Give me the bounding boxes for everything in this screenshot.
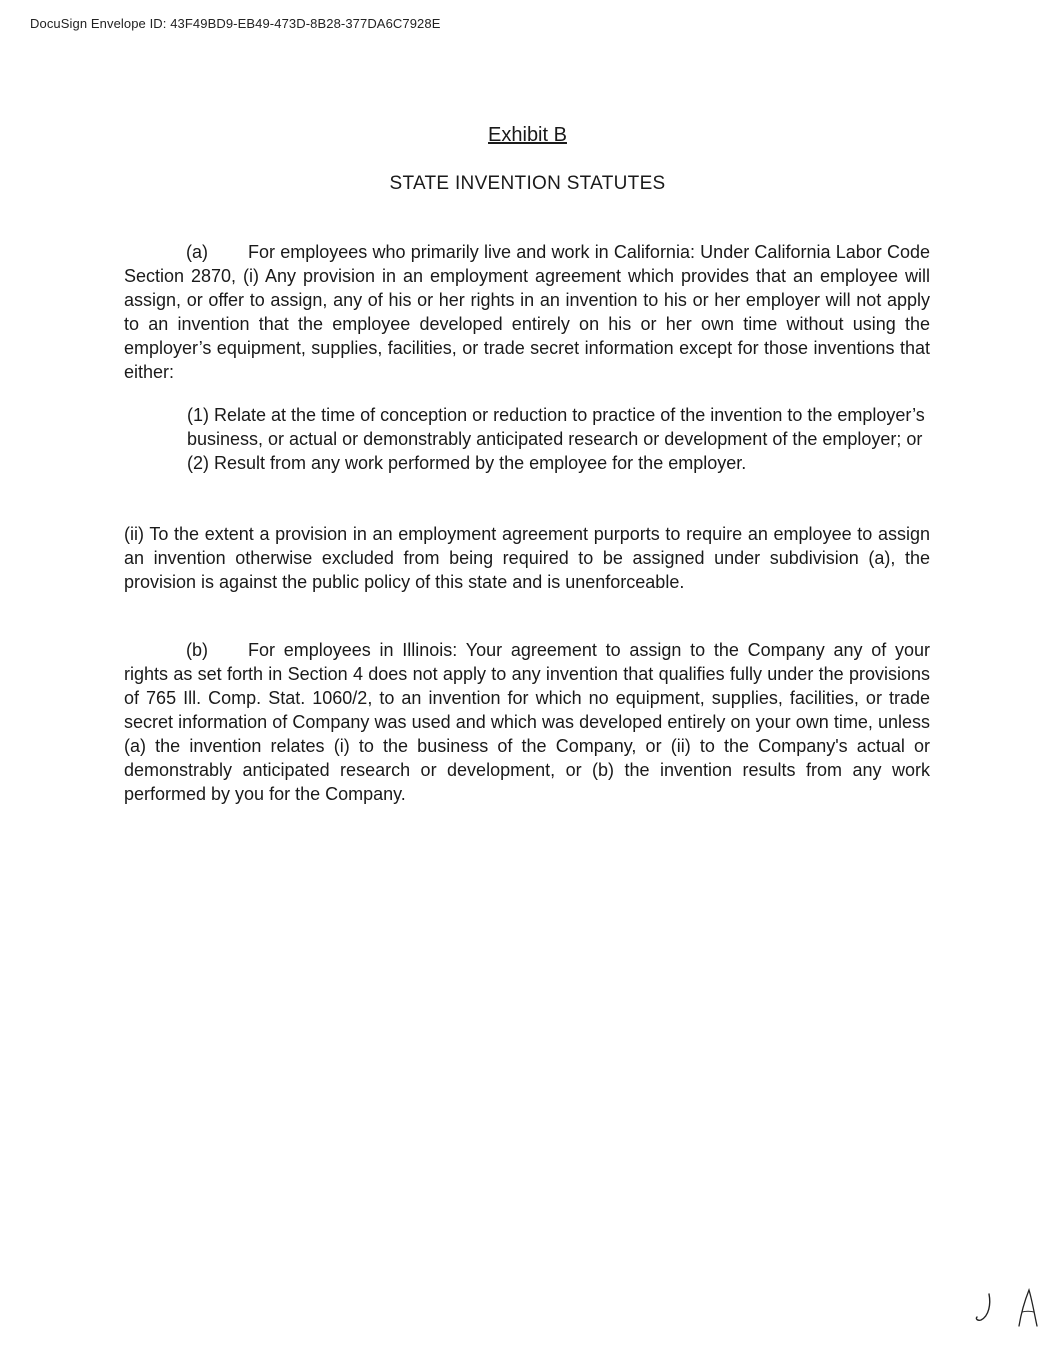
handwritten-initials [975,1286,1045,1332]
section-a-list [187,403,927,475]
page-title: Exhibit B [488,124,567,146]
section-b-label: (b) [186,640,208,660]
docusign-envelope-id: DocuSign Envelope ID: 43F49BD9-EB49-473D-8B28-377DA6C7928E [30,16,441,31]
section-b-text: For employees in Illinois: Your agreement to assign to the Company any of your rights as set forth in Section 4 does not apply to any invention that qualifies fully under the provisions of 765 Ill. Comp. Stat. 1060/2, to an invention for which no equipment, supplies, facilities, or trade secret information of Company was used and which was developed entirely on your own time, unless (a) the invention relates (i) to the business of the Company, or (ii) to the Company's actual or demonstrably anticipated research or development, or (b) the invention results from any work performed by you for the Company. [124,640,930,804]
section-a-clause-ii: (ii) To the extent a provision in an employment agreement purports to require an employee to assign an invention otherwise excluded from being required to be assigned under subdivision (a), the provision is against the public policy of this state and is unenforceable. [124,524,930,592]
page-subtitle: STATE INVENTION STATUTES [389,173,666,194]
section-a-paragraph [124,240,930,384]
section-a-label: (a) [186,242,208,262]
list-item: (1) Relate at the time of conception or reduction to practice of the invention to the employer’s business, or actual or demonstrably anticipated research or development of the employer; or [187,405,925,449]
section-a-text: For employees who primarily live and work in California: Under California Labor Code Section 2870, (i) Any provision in an employment agreement which provides that an employee will assign, or offer to assign, any of his or her rights in an invention to his or her employer will not apply to an invention that the employee developed entirely on his or her own time without using the employer’s equipment, supplies, facilities, or trade secret information except for those inventions that either: [124,242,930,382]
section-b-paragraph [124,638,930,806]
list-item: (2) Result from any work performed by the employee for the employer. [187,453,747,473]
